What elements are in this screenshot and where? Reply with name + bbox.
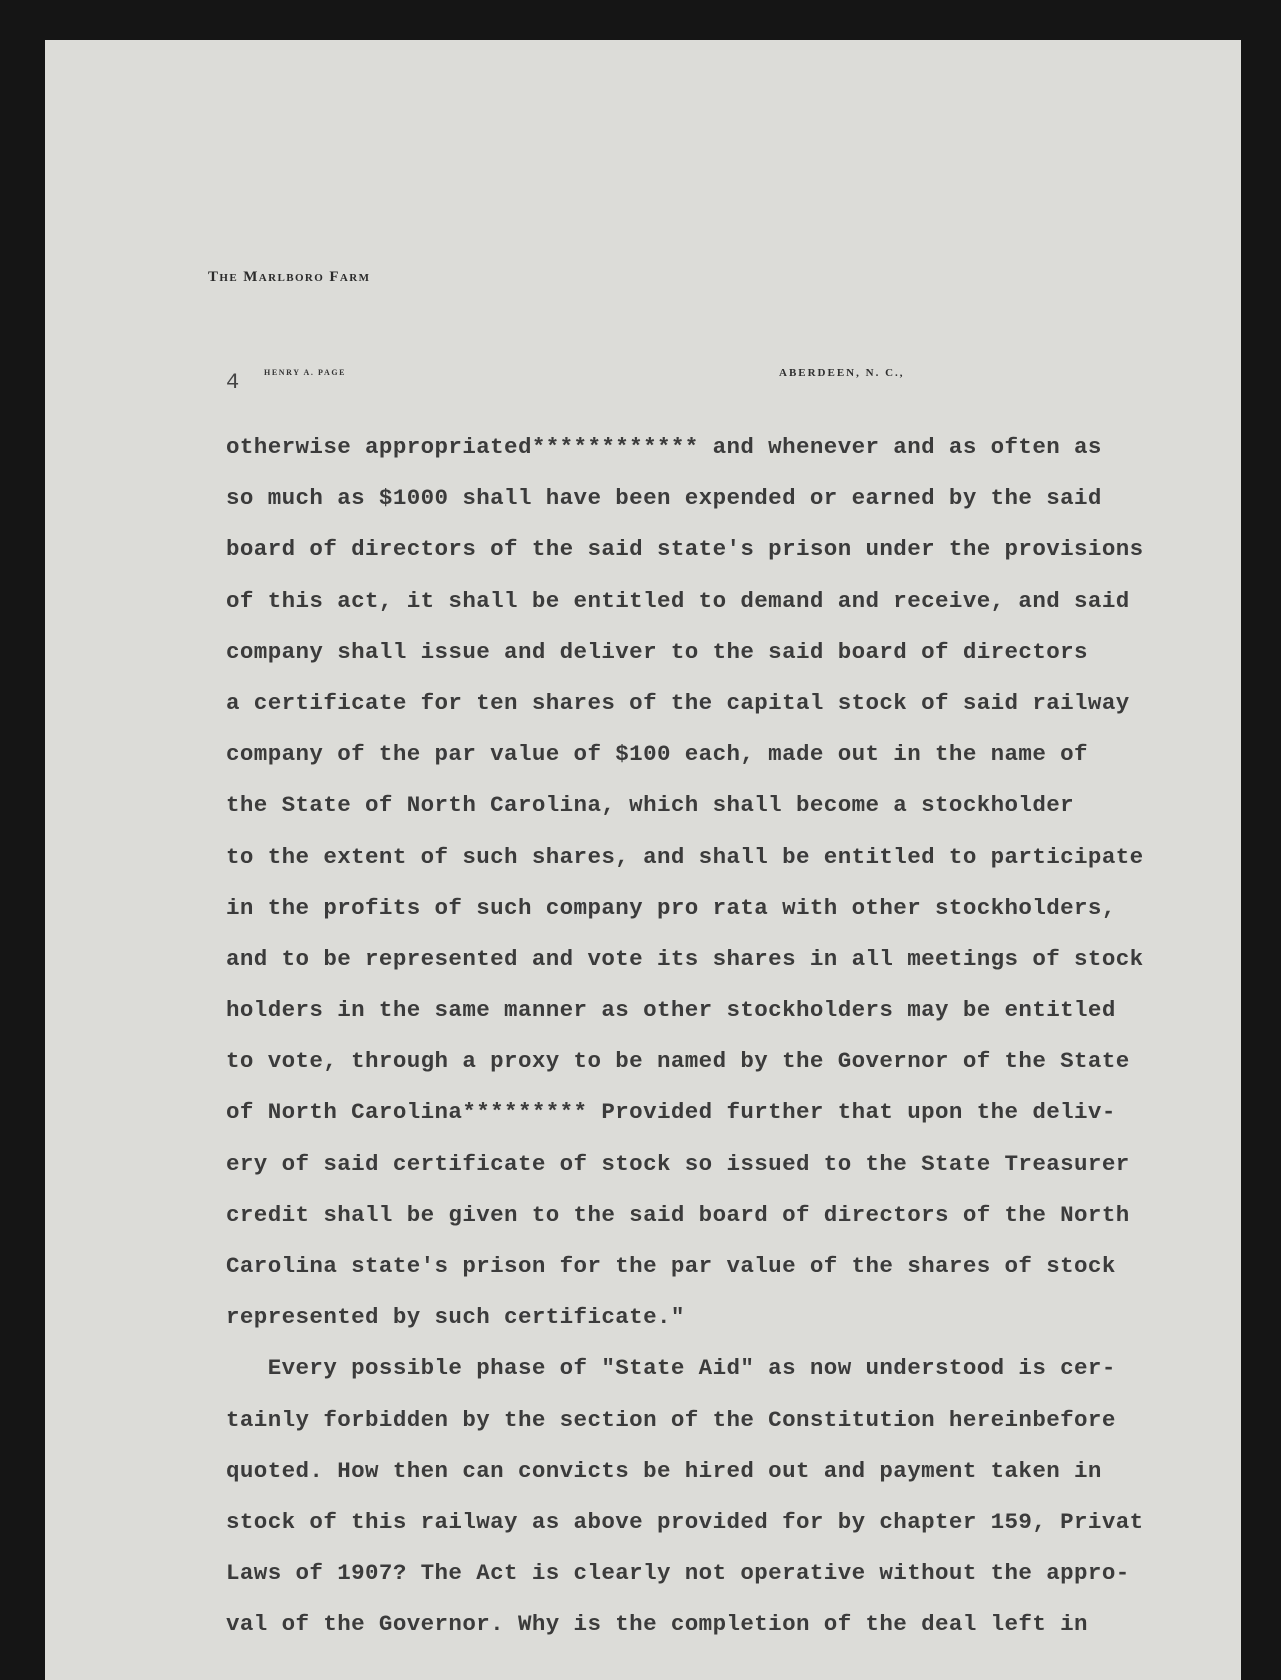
- text-line: quoted. How then can convicts be hired out and payment taken in: [226, 1457, 1102, 1484]
- letter-page: [45, 40, 1241, 1680]
- text-line: holders in the same manner as other stockholders may be entitled: [226, 997, 1116, 1024]
- text-line: the State of North Carolina, which shall become a stockholder: [226, 792, 1075, 819]
- text-line: to the extent of such shares, and shall be entitled to participate: [226, 843, 1144, 870]
- text-line: company shall issue and deliver to the said board of directors: [226, 638, 1088, 665]
- letter-body: [226, 422, 1266, 1651]
- page-number: 4: [226, 370, 240, 395]
- text-line: a certificate for ten shares of the capital stock of said railway: [226, 689, 1130, 716]
- text-line: of this act, it shall be entitled to demand and receive, and said: [226, 587, 1130, 614]
- text-line: otherwise appropriated************ and whenever and as often as: [226, 434, 1102, 460]
- text-line: Every possible phase of "State Aid" as now understood is cer-: [226, 1355, 1116, 1382]
- text-line: credit shall be given to the said board of directors of the North: [226, 1201, 1130, 1228]
- text-line: in the profits of such company pro rata with other stockholders,: [226, 894, 1116, 921]
- text-line: company of the par value of $100 each, made out in the name of: [226, 741, 1088, 768]
- text-line: stock of this railway as above provided for by chapter 159, Privat: [226, 1508, 1144, 1535]
- text-line: to vote, through a proxy to be named by the Governor of the State: [226, 1048, 1130, 1075]
- text-line: tainly forbidden by the section of the Constitution hereinbefore: [226, 1406, 1116, 1433]
- letterhead-proprietor: HENRY A. PAGE: [264, 368, 347, 377]
- letterhead-farm-name: The Marlboro Farm: [208, 269, 371, 285]
- text-line: ery of said certificate of stock so issued to the State Treasurer: [226, 1150, 1130, 1177]
- letterhead-location: ABERDEEN, N. C.,: [779, 367, 905, 379]
- text-line: val of the Governor. Why is the completion of the deal left in: [226, 1611, 1088, 1638]
- text-line: and to be represented and vote its shares in all meetings of stock: [226, 945, 1144, 972]
- text-line: Laws of 1907? The Act is clearly not operative without the appro-: [226, 1560, 1130, 1587]
- text-line: represented by such certificate.": [226, 1304, 685, 1331]
- text-line: so much as $1000 shall have been expended or earned by the said: [226, 485, 1102, 512]
- text-line: of North Carolina********* Provided further that upon the deliv-: [226, 1099, 1116, 1126]
- text-line: board of directors of the said state's prison under the provisions: [226, 536, 1144, 563]
- text-line: Carolina state's prison for the par value of the shares of stock: [226, 1253, 1116, 1279]
